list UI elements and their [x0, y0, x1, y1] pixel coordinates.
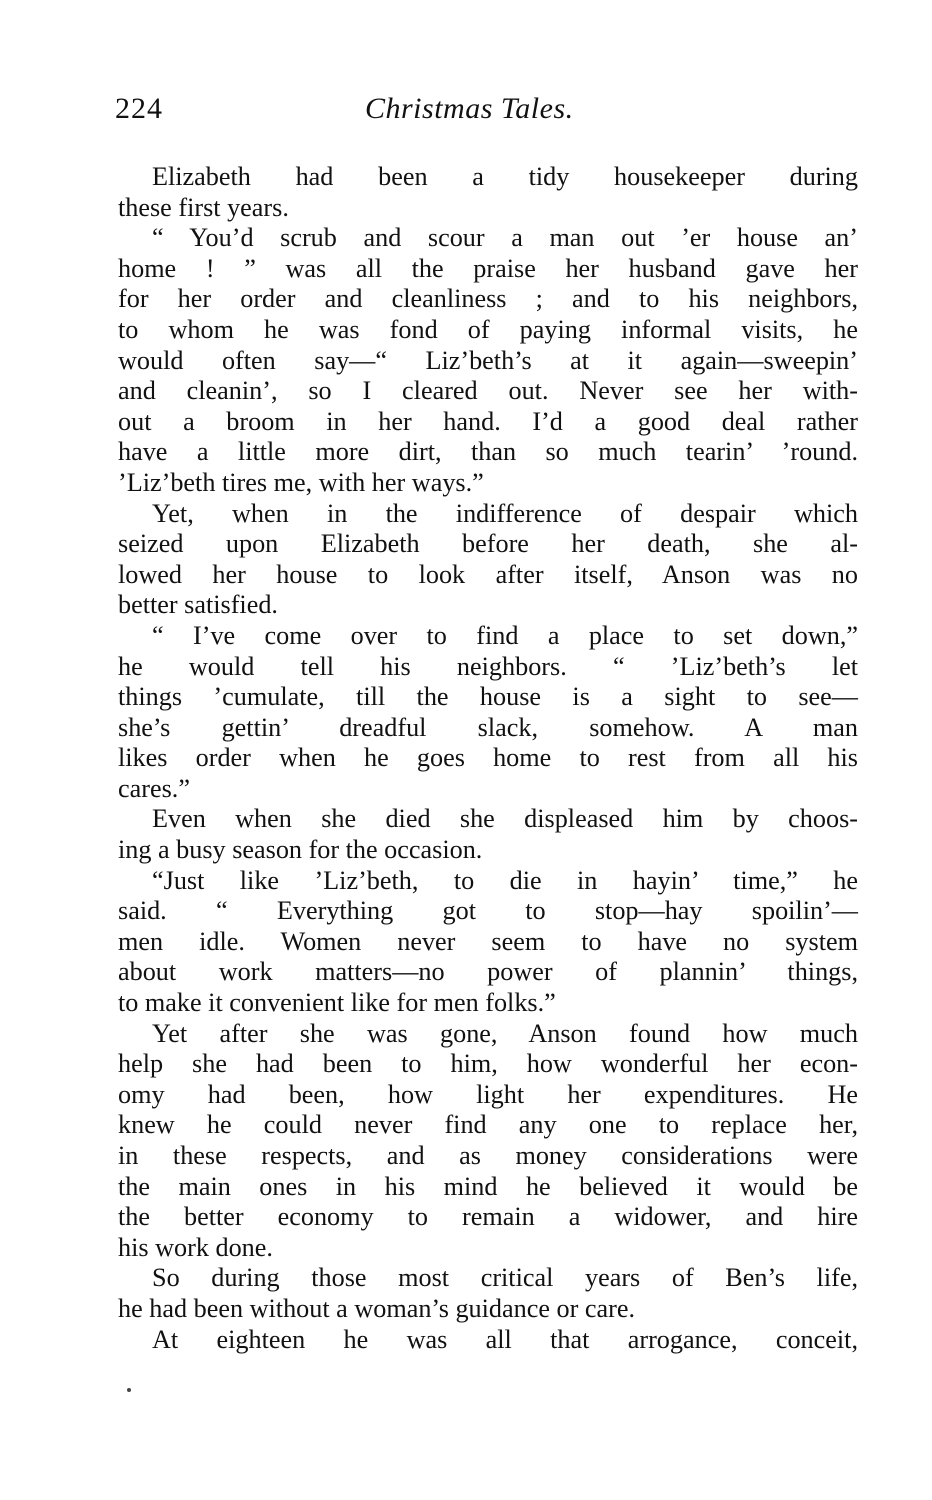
text-line: seized upon Elizabeth before her death, she al-	[118, 529, 858, 559]
text-line: men idle. Women never seem to have no system	[118, 926, 858, 956]
text-line: Even when she died she displeased him by choos-	[152, 804, 858, 834]
text-line: “ You’d scrub and scour a man out ’er house an’	[152, 223, 858, 253]
text-line: the main ones in his mind he believed it would be	[118, 1171, 858, 1201]
text-line: Yet, when in the indifference of despair which	[152, 498, 858, 528]
text-line: and cleanin’, so I cleared out. Never see her with-	[118, 376, 858, 406]
text-line: said. “ Everything got to stop—hay spoilin’—	[118, 896, 858, 926]
text-line: out a broom in her hand. I’d a good deal rather	[118, 406, 858, 436]
text-line: about work matters—no power of plannin’ things,	[118, 957, 858, 987]
text-line: she’s gettin’ dreadful slack, somehow. A man	[118, 712, 858, 742]
page-number: 224	[115, 92, 163, 125]
text-line: things ’cumulate, till the house is a sight to see—	[118, 682, 858, 712]
text-line: would often say—“ Liz’beth’s at it again—sweepin’	[118, 345, 858, 375]
text-line: to make it convenient like for men folks.”	[118, 988, 556, 1018]
text-line: these first years.	[118, 192, 289, 222]
text-line: home ! ” was all the praise her husband gave her	[118, 253, 858, 283]
text-line: he would tell his neighbors. “ ’Liz’beth’s let	[118, 651, 858, 681]
text-line: the better economy to remain a widower, and hire	[118, 1202, 858, 1232]
body-text	[118, 162, 858, 1355]
text-line: lowed her house to look after itself, Anson was no	[118, 559, 858, 589]
text-line: help she had been to him, how wonderful her econ-	[118, 1049, 858, 1079]
text-line: to whom he was fond of paying informal visits, he	[118, 314, 858, 344]
text-line: likes order when he goes home to rest from all his	[118, 743, 858, 773]
text-line: “Just like ’Liz’beth, to die in hayin’ time,” he	[152, 865, 858, 895]
print-speck	[127, 1388, 131, 1392]
page-header	[115, 92, 860, 132]
text-line: his work done.	[118, 1232, 273, 1262]
text-line: he had been without a woman’s guidance or care.	[118, 1293, 636, 1323]
running-title: Christmas Tales.	[365, 92, 574, 125]
text-line: So during those most critical years of Ben’s life,	[152, 1263, 858, 1293]
text-line: omy had been, how light her expenditures. He	[118, 1079, 858, 1109]
text-line: “ I’ve come over to find a place to set down,”	[152, 620, 858, 650]
text-line: cares.”	[118, 773, 190, 803]
text-line: in these respects, and as money considerations were	[118, 1141, 858, 1170]
text-line: have a little more dirt, than so much tearin’ ’round.	[118, 437, 858, 467]
text-line: ’Liz’beth tires me, with her ways.”	[118, 467, 484, 497]
text-line: Yet after she was gone, Anson found how much	[152, 1018, 858, 1048]
text-line: knew he could never find any one to replace her,	[118, 1110, 858, 1140]
text-line: At eighteen he was all that arrogance, conceit,	[152, 1324, 858, 1354]
text-line: ing a busy season for the occasion.	[118, 835, 483, 865]
text-line: Elizabeth had been a tidy housekeeper during	[152, 162, 858, 191]
text-line: for her order and cleanliness ; and to his neighbors,	[118, 284, 858, 314]
text-line: better satisfied.	[118, 590, 278, 620]
